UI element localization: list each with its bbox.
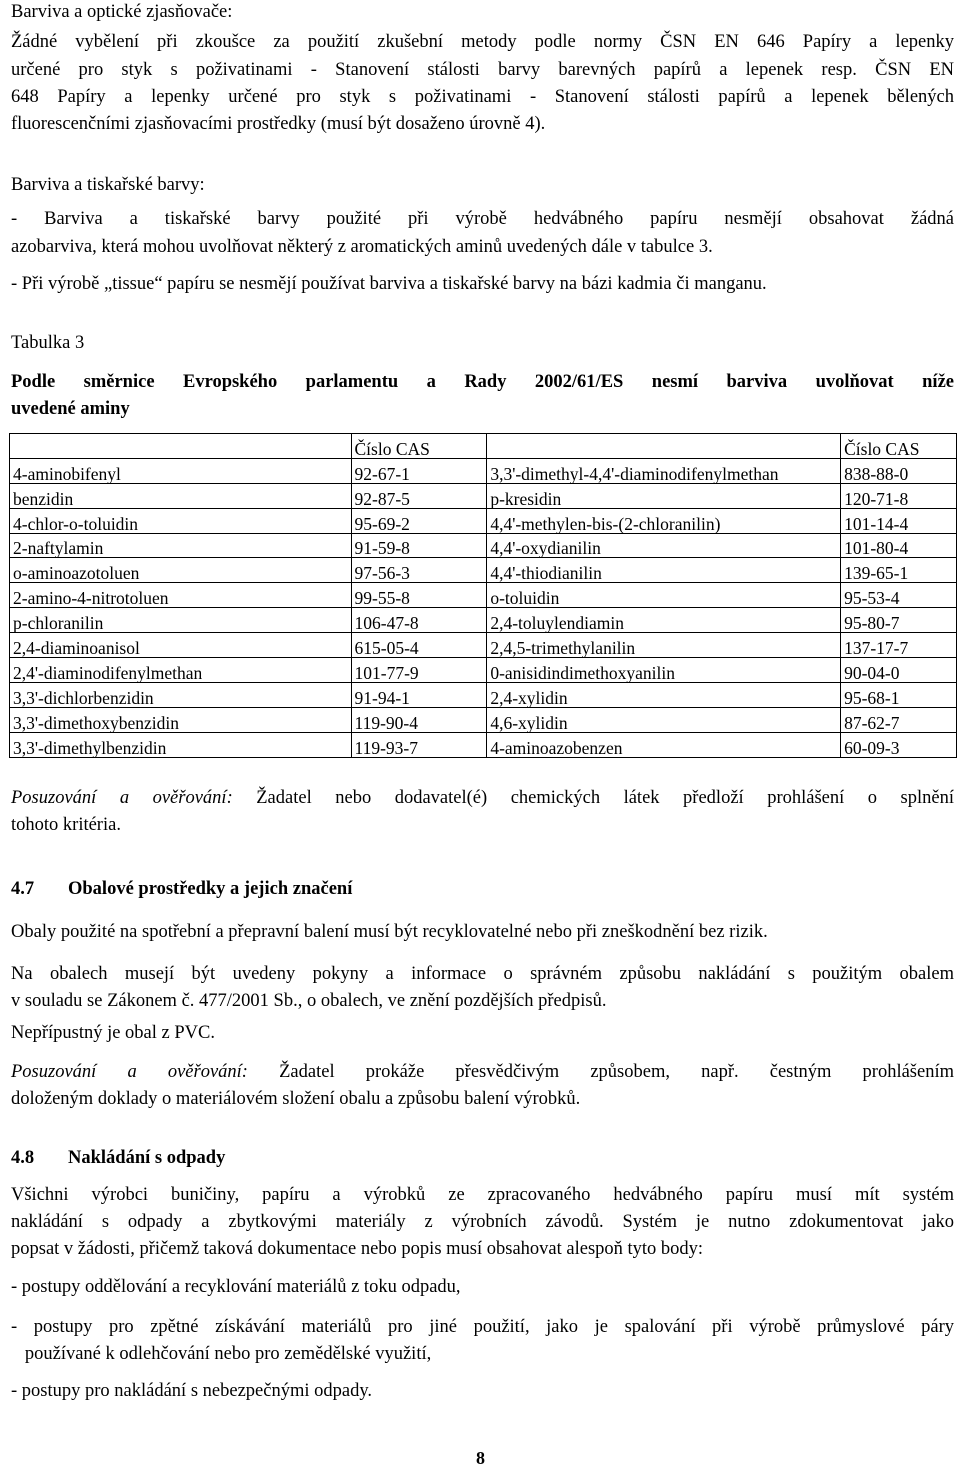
cas-number-cell: 95-53-4 [841, 583, 957, 608]
table-row [10, 583, 957, 608]
table-row [10, 732, 957, 757]
amine-name-cell: 4,4'-thiodianilin [487, 558, 841, 583]
dyes-heading: Barviva a optické zjasňovače: [11, 2, 233, 22]
assessment-1-line-1 [11, 788, 954, 809]
section-4-7-assessment-line-1 [11, 1062, 954, 1083]
cas-number-cell: 97-56-3 [351, 558, 487, 583]
header-cell [487, 434, 841, 459]
cas-number-cell: 91-59-8 [351, 533, 487, 558]
cas-number-cell: 99-55-8 [351, 583, 487, 608]
amine-name-cell: 2,4,5-trimethylanilin [487, 633, 841, 658]
cas-number-cell: 615-05-4 [351, 633, 487, 658]
header-cell: Číslo CAS [351, 434, 487, 459]
amine-name-cell: 4-aminobifenyl [10, 458, 352, 483]
table-row [10, 483, 957, 508]
section-4-8-p1-line-3: popsat v žádosti, přičemž taková dokumentace nebo popis musí obsahovat alespoň tyto body: [11, 1239, 704, 1259]
table-row [10, 658, 957, 683]
section-title: Obalové prostředky a jejich značení [68, 879, 353, 899]
cas-number-cell: 838-88-0 [841, 458, 957, 483]
section-4-8-bullet-1: - postupy oddělování a recyklování materiálů z toku odpadu, [11, 1277, 461, 1297]
amine-name-cell: 4-aminoazobenzen [487, 732, 841, 757]
table-row [10, 508, 957, 533]
cas-number-cell: 90-04-0 [841, 658, 957, 683]
amine-name-cell: 4-chlor-o-toluidin [10, 508, 352, 533]
cas-number-cell: 60-09-3 [841, 732, 957, 757]
inks-item1-line-2: azobarviva, která mohou uvolňovat některý z aromatických aminů uvedených dále v tabulce 3. [11, 237, 713, 257]
cas-number-cell: 92-67-1 [351, 458, 487, 483]
inks-heading: Barviva a tiskařské barvy: [11, 175, 205, 195]
section-4-8-p1-line-1: Všichni výrobci buničiny, papíru a výrobků ze zpracovaného hedvábného papíru musí mít systém [11, 1185, 954, 1205]
amine-name-cell: p-chloranilin [10, 608, 352, 633]
cas-number-cell: 91-94-1 [351, 682, 487, 707]
amine-name-cell: 3,3'-dichlorbenzidin [10, 682, 352, 707]
amine-name-cell: p-kresidin [487, 483, 841, 508]
cas-number-cell: 95-80-7 [841, 608, 957, 633]
amine-name-cell: 2,4-toluylendiamin [487, 608, 841, 633]
cas-number-cell: 92-87-5 [351, 483, 487, 508]
header-cell [10, 434, 352, 459]
assessment-1-line-2: tohoto kritéria. [11, 815, 121, 835]
section-number: 4.8 [11, 1148, 35, 1168]
section-4-8-bullet-2-line-1: - postupy pro zpětné získávání materiálů pro jiné použití, jako je spalování při výrobě průmyslové páry [11, 1317, 954, 1337]
assessment-label: Posuzování a ověřování: [11, 788, 233, 808]
cas-number-cell: 95-68-1 [841, 682, 957, 707]
cas-number-cell: 137-17-7 [841, 633, 957, 658]
section-4-7-p1: Obaly použité na spotřební a přepravní balení musí být recyklovatelné nebo při zneškodnění bez rizik. [11, 922, 768, 942]
inks-item1-line-1: - Barviva a tiskařské barvy použité při výrobě hedvábného papíru nesmějí obsahovat žádná [11, 209, 954, 229]
cas-number-cell: 120-71-8 [841, 483, 957, 508]
assessment-text: Žadatel prokáže přesvědčivým způsobem, např. čestným prohlášením [247, 1062, 954, 1082]
dyes-para-line-2: určené pro styk s poživatinami - Stanovení stálosti barvy barevných papírů a lepenek resp. ČSN EN [11, 60, 954, 80]
amine-name-cell: 2,4'-diaminodifenylmethan [10, 658, 352, 683]
assessment-label: Posuzování a ověřování: [11, 1062, 248, 1082]
table-label: Tabulka 3 [11, 333, 85, 353]
cas-number-cell: 101-80-4 [841, 533, 957, 558]
cas-number-cell: 119-93-7 [351, 732, 487, 757]
amine-name-cell: 2-naftylamin [10, 533, 352, 558]
table-title-line-2: uvedené aminy [11, 399, 130, 419]
cas-number-cell: 139-65-1 [841, 558, 957, 583]
amine-name-cell: 3,3'-dimethoxybenzidin [10, 707, 352, 732]
section-4-8-heading [11, 1148, 225, 1169]
header-cell: Číslo CAS [841, 434, 957, 459]
amine-name-cell: 2,4-xylidin [487, 682, 841, 707]
dyes-para-line-1: Žádné vybělení při zkoušce za použití zkušební metody podle normy ČSN EN 646 Papíry a lepenky [11, 32, 954, 52]
amines-table [9, 433, 957, 758]
table-header-row [10, 434, 957, 459]
section-4-7-p3: Nepřípustný je obal z PVC. [11, 1023, 215, 1043]
amine-name-cell: 4,4'-oxydianilin [487, 533, 841, 558]
section-4-7-p2-line-2: v souladu se Zákonem č. 477/2001 Sb., o obalech, ve znění pozdějších předpisů. [11, 991, 607, 1011]
table-row [10, 608, 957, 633]
section-title: Nakládání s odpady [68, 1148, 226, 1168]
section-4-7-assessment-line-2: doloženým doklady o materiálovém složení obalu a způsobu balení výrobků. [11, 1089, 581, 1109]
table-row [10, 558, 957, 583]
amine-name-cell: 2-amino-4-nitrotoluen [10, 583, 352, 608]
amine-name-cell: 3,3'-dimethyl-4,4'-diaminodifenylmethan [487, 458, 841, 483]
section-4-8-bullet-3: - postupy pro nakládání s nebezpečnými odpady. [11, 1381, 372, 1401]
cas-number-cell: 106-47-8 [351, 608, 487, 633]
amine-name-cell: 4,4'-methylen-bis-(2-chloranilin) [487, 508, 841, 533]
amine-name-cell: 4,6-xylidin [487, 707, 841, 732]
inks-item2: - Při výrobě „tissue“ papíru se nesmějí používat barviva a tiskařské barvy na bázi kadmia či manganu. [11, 274, 767, 294]
table-row [10, 633, 957, 658]
cas-number-cell: 119-90-4 [351, 707, 487, 732]
table-row [10, 533, 957, 558]
cas-number-cell: 95-69-2 [351, 508, 487, 533]
section-4-8-p1-line-2: nakládání s odpady a zbytkovými materiály z výrobních závodů. Systém je nutno zdokumentovat jako [11, 1212, 954, 1232]
section-4-7-p2-line-1: Na obalech musejí být uvedeny pokyny a informace o správném způsobu nakládání s použitým obalem [11, 964, 954, 984]
amine-name-cell: 3,3'-dimethylbenzidin [10, 732, 352, 757]
section-4-8-bullet-2-line-2: používané k odlehčování nebo pro zemědělské využití, [11, 1344, 432, 1364]
cas-number-cell: 101-14-4 [841, 508, 957, 533]
table-title-line-1: Podle směrnice Evropského parlamentu a Rady 2002/61/ES nesmí barviva uvolňovat níže [11, 372, 954, 392]
amine-name-cell: benzidin [10, 483, 352, 508]
amine-name-cell: o-toluidin [487, 583, 841, 608]
dyes-para-line-4: fluorescenčními zjasňovacími prostředky (musí být dosaženo úrovně 4). [11, 114, 546, 134]
table-row [10, 458, 957, 483]
page-number: 8 [476, 1448, 485, 1468]
dyes-para-line-3: 648 Papíry a lepenky určené pro styk s poživatinami - Stanovení stálosti papírů a lepenek bělených [11, 87, 954, 107]
cas-number-cell: 101-77-9 [351, 658, 487, 683]
amine-name-cell: 0-anisidindimethoxyanilin [487, 658, 841, 683]
amine-name-cell: 2,4-diaminoanisol [10, 633, 352, 658]
section-number: 4.7 [11, 879, 35, 899]
assessment-text: Žadatel nebo dodavatel(é) chemických látek předloží prohlášení o splnění [232, 788, 954, 808]
amine-name-cell: o-aminoazotoluen [10, 558, 352, 583]
section-4-7-heading [11, 879, 352, 900]
table-row [10, 707, 957, 732]
table-row [10, 682, 957, 707]
cas-number-cell: 87-62-7 [841, 707, 957, 732]
